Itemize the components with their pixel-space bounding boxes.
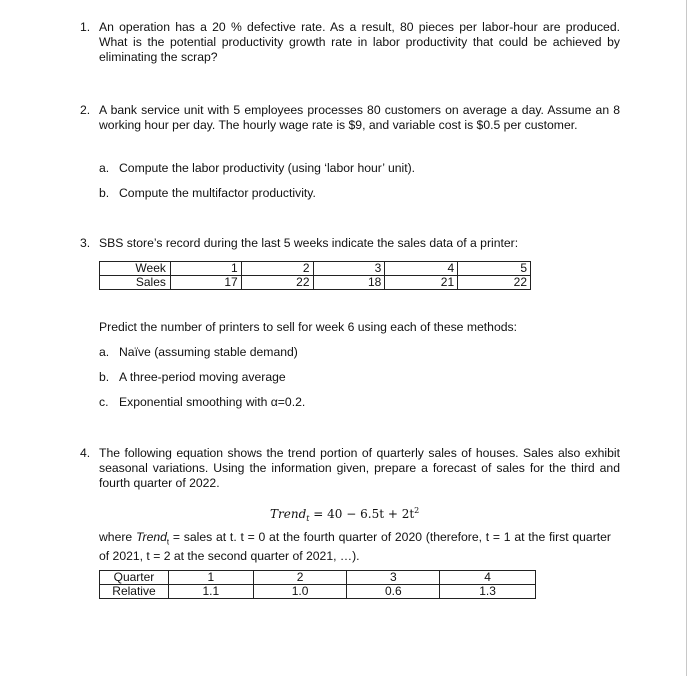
table-cell: 1.0	[253, 585, 347, 599]
where-prefix: where	[99, 530, 136, 544]
table-row-label: Quarter	[100, 571, 169, 585]
trend-exponent: 2	[414, 506, 420, 515]
question-2-number: 2.	[80, 103, 91, 117]
part-letter: b.	[99, 370, 110, 384]
table-cell: 1	[168, 571, 253, 585]
table-cell: 1.3	[440, 585, 536, 599]
question-4	[80, 446, 620, 491]
table-cell: 1	[170, 262, 241, 276]
question-3-part-a	[99, 345, 298, 360]
question-4-number: 4.	[80, 446, 91, 460]
question-3-part-b	[99, 370, 286, 385]
question-3-part-c	[99, 395, 305, 410]
part-text: Naïve (assuming stable demand)	[119, 345, 298, 359]
where-rest: = sales at t. t = 0 at the fourth quarter of 2020 (therefore, t = 1 at the first quarter of 2021, t = 2 at the second quarter of 2021, …).	[99, 530, 611, 564]
question-1	[80, 20, 620, 65]
question-3	[80, 236, 620, 251]
part-text: Compute the multifactor productivity.	[119, 186, 316, 200]
table-cell: 4	[385, 262, 458, 276]
sales-table	[99, 261, 531, 290]
table-row-label: Relative	[100, 585, 169, 599]
question-2-part-b	[99, 186, 316, 201]
page-edge-divider	[686, 0, 687, 676]
table-cell: 4	[440, 571, 536, 585]
table-cell: 18	[313, 276, 385, 290]
table-cell: 21	[385, 276, 458, 290]
question-3-number: 3.	[80, 236, 91, 250]
table-row	[100, 585, 536, 599]
table-cell: 2	[241, 262, 313, 276]
table-cell: 5	[458, 262, 531, 276]
part-text: Exponential smoothing with α=0.2.	[119, 395, 306, 409]
question-3-text: SBS store’s record during the last 5 weeks indicate the sales data of a printer:	[99, 236, 519, 250]
table-cell: 22	[241, 276, 313, 290]
trend-lhs: Trend	[270, 507, 307, 521]
question-1-text: An operation has a 20 % defective rate. As a result, 80 pieces per labor-hour are produced. What is the potential productivity growth rate in labor productivity that could be achieved by eliminating the scrap?	[99, 20, 620, 64]
question-2-part-a	[99, 161, 415, 176]
question-4-text: The following equation shows the trend portion of quarterly sales of houses. Sales also exhibit seasonal variations. Using the information given, prepare a forecast of sales for the third and fourth quarter of 2022.	[99, 446, 620, 490]
table-cell: 0.6	[347, 585, 440, 599]
part-letter: c.	[99, 395, 109, 409]
trend-rhs: = 40 − 6.5t + 2t	[309, 507, 415, 521]
table-cell: 3	[313, 262, 385, 276]
table-cell: 1.1	[168, 585, 253, 599]
question-3-prompt: Predict the number of printers to sell for week 6 using each of these methods:	[99, 320, 517, 334]
question-2-text: A bank service unit with 5 employees processes 80 customers on average a day. Assume an 8 working hour per day. The hourly wage rate is $9, and variable cost is $0.5 per customer.	[99, 103, 620, 132]
seasonal-relative-table	[99, 570, 536, 599]
part-letter: a.	[99, 161, 110, 175]
trend-subscript: t	[306, 514, 310, 523]
question-2	[80, 103, 620, 133]
part-text: A three-period moving average	[119, 370, 286, 384]
where-trend: Trend	[135, 530, 167, 544]
table-row-label: Week	[100, 262, 171, 276]
table-cell: 2	[253, 571, 347, 585]
table-row	[100, 276, 531, 290]
question-1-number: 1.	[80, 20, 91, 34]
table-row	[100, 262, 531, 276]
table-cell: 17	[170, 276, 241, 290]
trend-equation	[270, 503, 419, 526]
table-row	[100, 571, 536, 585]
table-cell: 22	[458, 276, 531, 290]
where-subscript: t	[166, 537, 170, 547]
part-letter: b.	[99, 186, 110, 200]
table-cell: 3	[347, 571, 440, 585]
part-letter: a.	[99, 345, 110, 359]
table-row-label: Sales	[100, 276, 171, 290]
part-text: Compute the labor productivity (using ‘labor hour’ unit).	[119, 161, 416, 175]
question-4-where	[99, 530, 611, 564]
